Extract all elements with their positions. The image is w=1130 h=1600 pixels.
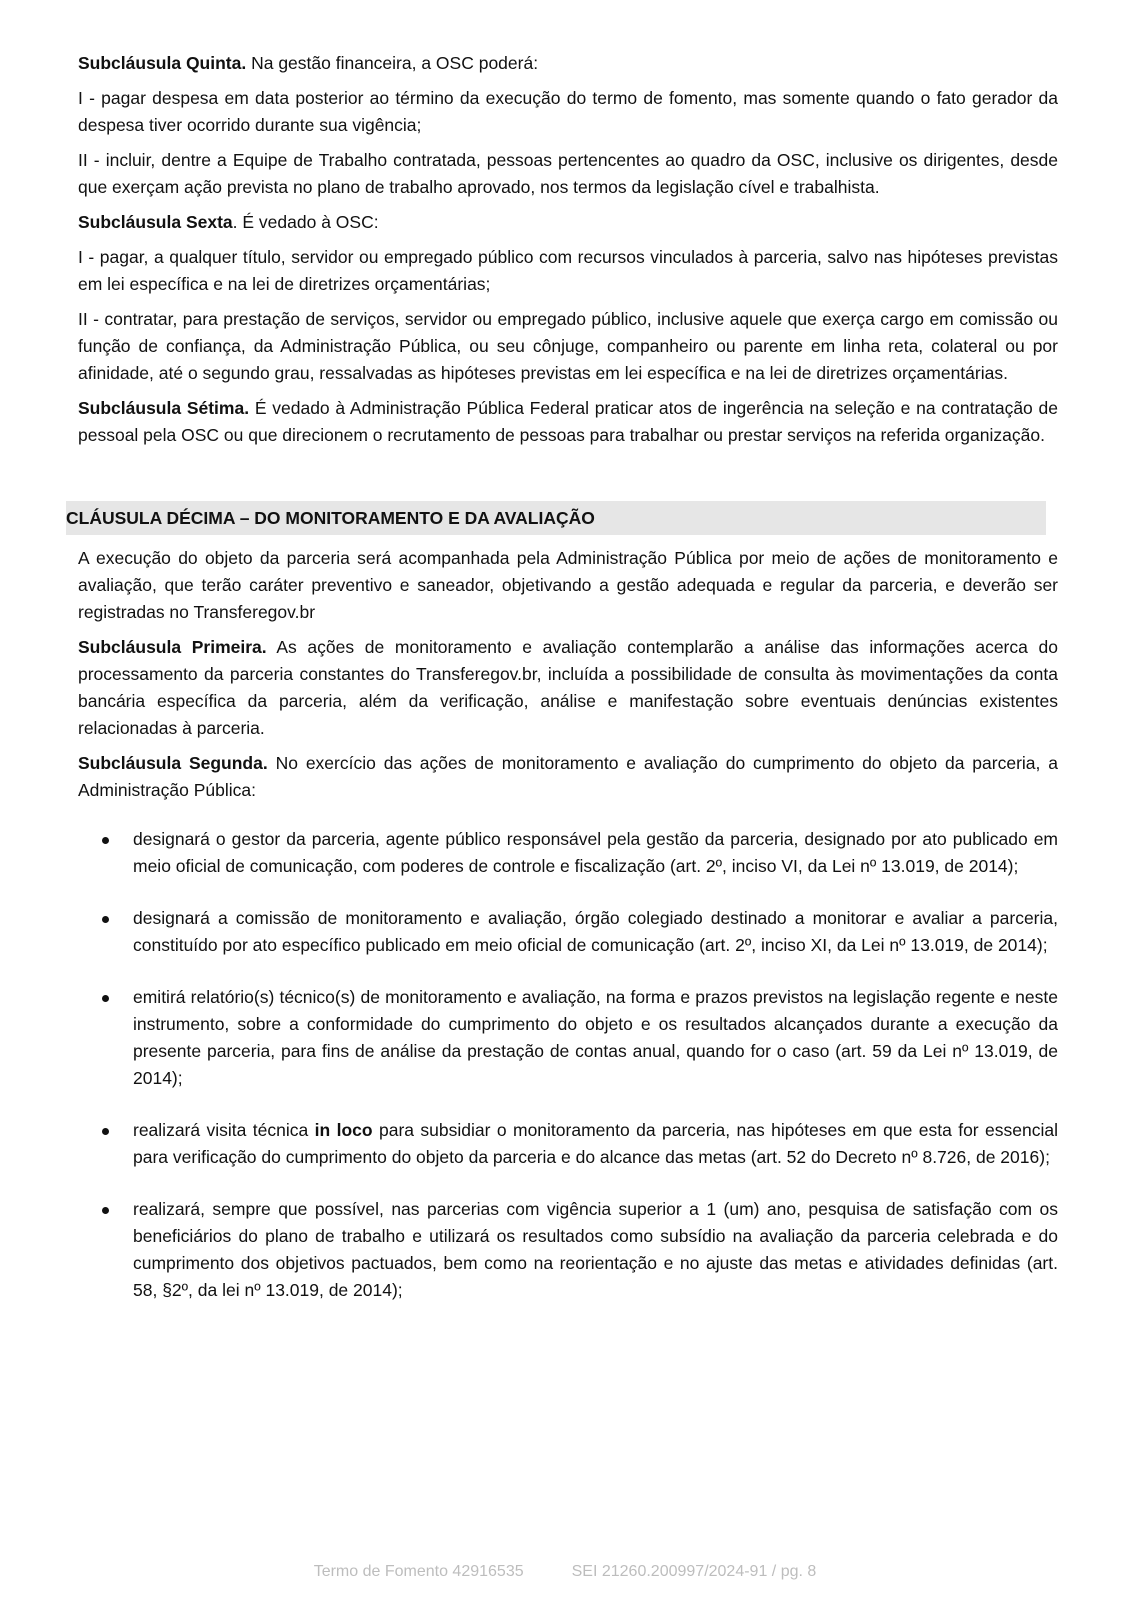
bullet-icon [102,916,109,923]
list-item [78,905,1058,959]
subclausula-quinta-text: Na gestão financeira, a OSC poderá: [246,53,539,73]
subclausula-quinta-label: Subcláusula Quinta. [78,53,247,73]
list-item-text-after: para subsidiar o monitoramento da parceria, nas hipóteses em que esta for essencial para verificação do cumprimento do objeto da parceria e do alcance das metas (art. 52 do Decreto nº 8.726, de 2016); [133,1120,1058,1167]
footer-document-id: Termo de Fomento 42916535 [313,1563,524,1580]
subclausula-quinta-item-2: II - incluir, dentre a Equipe de Trabalho contratada, pessoas pertencentes ao quadro da OSC, inclusive os dirigentes, desde que exerçam ação prevista no plano de trabalho aprovado, nos termos da legislação cível e trabalhista. [78,150,1058,197]
list-item-text-before: realizará visita técnica [133,1120,315,1140]
list-item-text: emitirá relatório(s) técnico(s) de monitoramento e avaliação, na forma e prazos previstos na legislação regente e neste instrumento, sobre a conformidade do cumprimento do objeto e os resultados alcançados durante a execução da presente parceria, para fins de análise da prestação de contas anual, quando for o caso (art. 59 da Lei nº 13.019, de 2014); [133,987,1058,1088]
bullet-icon [102,837,109,844]
list-item-text: designará o gestor da parceria, agente público responsável pela gestão da parceria, designado por ato publicado em meio oficial de comunicação, com poderes de controle e fiscalização (art. 2º, inciso VI, da Lei nº 13.019, de 2014); [133,829,1058,876]
list-item [78,984,1058,1092]
monitoring-actions-list [78,826,1058,1304]
subclausula-setima [78,395,1058,449]
subclausula-sexta-item-1: I - pagar, a qualquer título, servidor ou empregado público com recursos vinculados à parceria, salvo nas hipóteses previstas em lei específica e na lei de diretrizes orçamentárias; [78,247,1058,294]
subclausula-setima-text: É vedado à Administração Pública Federal praticar atos de ingerência na seleção e na contratação de pessoal pela OSC ou que direcionem o recrutamento de pessoas para trabalhar ou prestar serviços na referida organização. [78,398,1058,445]
subclausula-primeira-label: Subcláusula Primeira. [78,637,267,657]
list-item-text: realizará, sempre que possível, nas parcerias com vigência superior a 1 (um) ano, pesquisa de satisfação com os beneficiários do plano de trabalho e utilizará os resultados como subsídio na avaliação da parceria celebrada e do cumprimento dos objetivos pactuados, bem como na reorientação e no ajuste das metas e atividades definidas (art. 58, §2º, da lei nº 13.019, de 2014); [133,1199,1058,1300]
bullet-icon [102,1128,109,1135]
list-item [78,826,1058,880]
subclausula-sexta-label: Subcláusula Sexta [78,212,233,232]
page-footer [0,1563,1130,1581]
list-item [78,1117,1058,1171]
clausula-decima-heading: CLÁUSULA DÉCIMA – DO MONITORAMENTO E DA AVALIAÇÃO [66,501,1046,535]
subclausula-quinta-item-1: I - pagar despesa em data posterior ao término da execução do termo de fomento, mas somente quando o fato gerador da despesa tiver ocorrido durante sua vigência; [78,88,1058,135]
subclausula-sexta-item-2: II - contratar, para prestação de serviços, servidor ou empregado público, inclusive aquele que exerça cargo em comissão ou função de confiança, da Administração Pública, ou seu cônjuge, companheiro ou parente em linha reta, colateral ou por afinidade, até o segundo grau, ressalvadas as hipóteses previstas em lei específica e na lei de diretrizes orçamentárias. [78,309,1058,383]
bullet-icon [102,1207,109,1214]
subclausula-segunda [78,750,1058,804]
document-body [66,50,1058,1329]
subclausula-setima-label: Subcláusula Sétima. [78,398,250,418]
subclausula-segunda-text: No exercício das ações de monitoramento e avaliação do cumprimento do objeto da parceria, a Administração Pública: [78,753,1058,800]
clausula-decima-intro: A execução do objeto da parceria será acompanhada pela Administração Pública por meio de ações de monitoramento e avaliação, que terão caráter preventivo e saneador, objetivando a gestão adequada e regular da parceria, e deverão ser registradas no Transferegov.br [78,548,1058,622]
subclausula-sexta-text: . É vedado à OSC: [232,212,379,232]
list-item-text: designará a comissão de monitoramento e avaliação, órgão colegiado destinado a monitorar e avaliar a parceria, constituído por ato específico publicado em meio oficial de comunicação (art. 2º, inciso XI, da Lei nº 13.019, de 2014); [133,908,1058,955]
footer-process-page: SEI 21260.200997/2024-91 / pg. 8 [571,1563,817,1580]
subclausula-primeira-text: As ações de monitoramento e avaliação contemplarão a análise das informações acerca do processamento da parceria constantes do Transferegov.br, incluída a possibilidade de consulta às movimentações da conta bancária específica da parceria, além da verificação, análise e manifestação sobre eventuais denúncias existentes relacionadas à parceria. [78,637,1058,738]
subclausula-sexta [78,209,1058,236]
subclausula-quinta [78,50,1058,77]
subclausula-primeira [78,634,1058,742]
subclausula-segunda-label: Subcláusula Segunda. [78,753,268,773]
list-item-text-emphasis: in loco [314,1120,373,1140]
list-item [78,1196,1058,1304]
bullet-icon [102,995,109,1002]
